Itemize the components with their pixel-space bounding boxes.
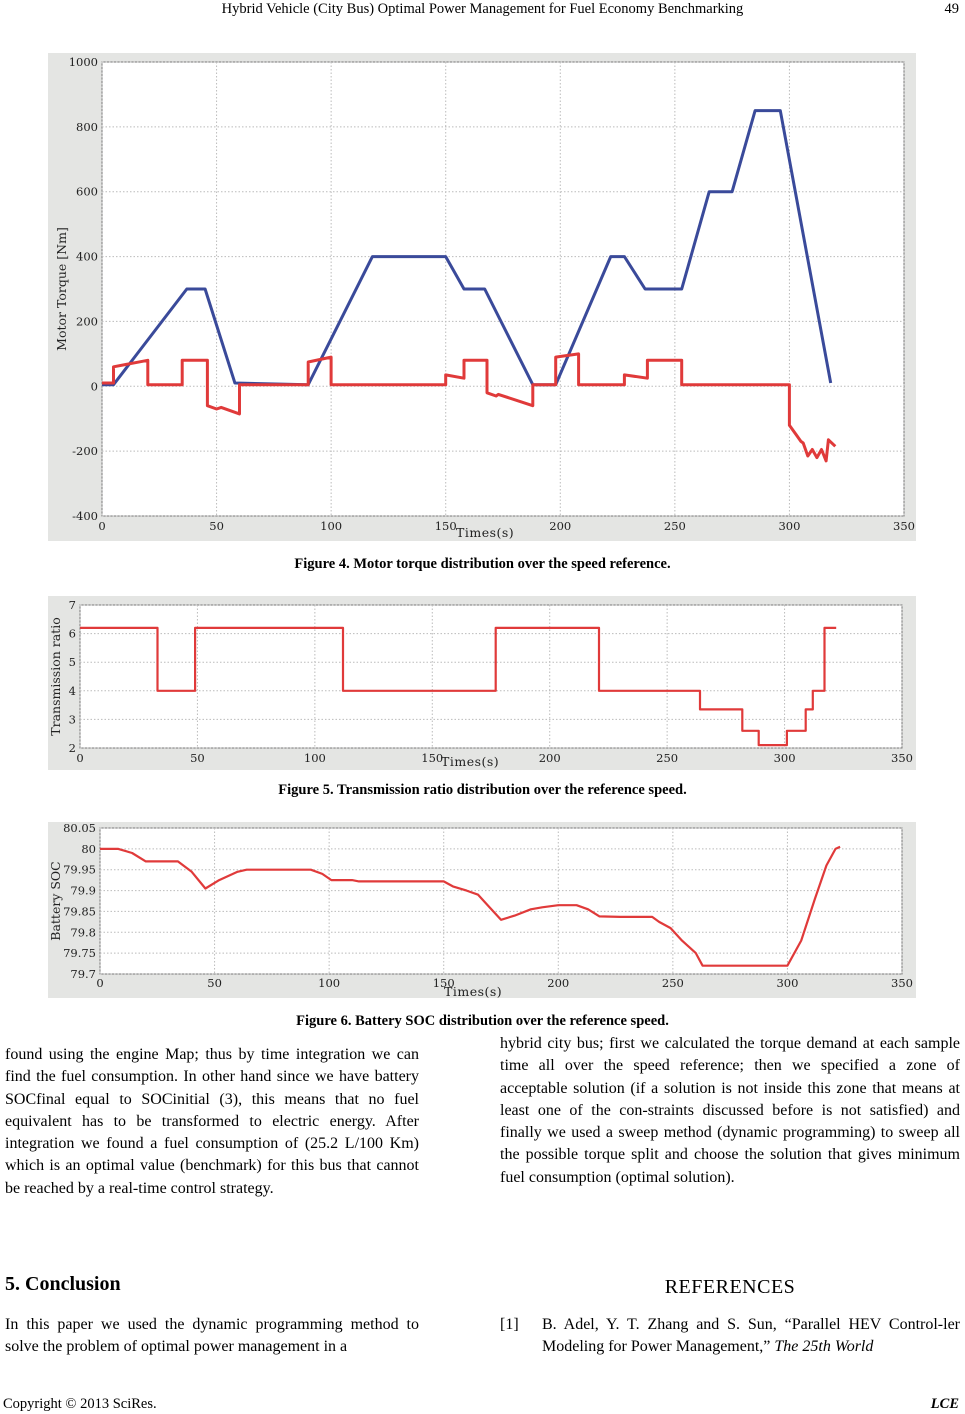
x-tick-label: 150 [432, 976, 455, 990]
reference-number: [1] [500, 1316, 519, 1333]
x-tick-label: 350 [893, 519, 915, 533]
figure-6 [48, 822, 916, 998]
x-tick-label: 250 [656, 751, 679, 765]
reference-item [500, 1314, 960, 1358]
x-tick-label: 200 [547, 976, 570, 990]
y-tick-label: 0 [90, 379, 98, 394]
x-tick-label: 100 [318, 976, 341, 990]
figure-6-caption: Figure 6. Battery SOC distribution over the reference speed. [296, 1013, 669, 1029]
x-axis-label: Times(s) [456, 525, 515, 540]
references-heading: REFERENCES [664, 1276, 796, 1298]
y-tick-label: -200 [72, 444, 98, 459]
y-tick-label: 5 [68, 655, 76, 670]
figure-4-caption: Figure 4. Motor torque distribution over the speed reference. [294, 556, 671, 572]
x-tick-label: 350 [891, 751, 913, 765]
reference-venue: The 25th World [774, 1338, 874, 1355]
x-axis-label: Times(s) [441, 754, 500, 769]
x-axis-label: Times(s) [444, 984, 503, 998]
x-tick-label: 50 [190, 751, 205, 765]
x-tick-label: 300 [773, 751, 796, 765]
x-tick-label: 300 [778, 519, 801, 533]
x-tick-label: 250 [661, 976, 684, 990]
y-axis-label: Battery SOC [48, 861, 63, 941]
x-tick-label: 0 [98, 519, 106, 533]
right-column-paragraph [500, 1033, 960, 1189]
x-tick-label: 50 [207, 976, 222, 990]
left-column-paragraph [5, 1044, 419, 1200]
y-tick-label: 79.8 [70, 925, 96, 940]
y-tick-label: 200 [76, 314, 98, 329]
motor-torque-chart [48, 53, 916, 541]
x-tick-label: 100 [303, 751, 326, 765]
y-tick-label: 79.9 [70, 883, 96, 898]
y-tick-label: 79.75 [63, 946, 96, 961]
y-axis-label: Motor Torque [Nm] [54, 227, 69, 351]
paragraph: In this paper we used the dynamic programming method to solve the problem of optimal power management in a [5, 1316, 419, 1356]
y-axis-label: Transmission ratio [48, 617, 63, 736]
section-heading: 5. Conclusion [5, 1273, 121, 1295]
y-tick-label: 2 [68, 741, 76, 755]
x-tick-label: 250 [663, 519, 686, 533]
paragraph: hybrid city bus; first we calculated the torque demand at each sample time all over the speed reference; then we specified a zone of acceptable solution (if a solution is not inside this zone that means at least one of the con-straints discussed before is not satisfied) and finally we used a sweep method (dynamic programming) to sweep all the possible torque split and choose the solution that gives minimum fuel consumption (optimal solution). [500, 1035, 960, 1186]
x-tick-label: 50 [209, 519, 224, 533]
x-tick-label: 100 [320, 519, 343, 533]
reference-body: B. Adel, Y. T. Zhang and S. Sun, “Parallel HEV Control-ler Modeling for Power Management,” [542, 1316, 960, 1355]
x-tick-label: 0 [76, 751, 84, 765]
journal-abbrev: LCE [930, 1396, 959, 1412]
y-tick-label: 80.05 [63, 822, 96, 835]
y-tick-label: 79.95 [63, 862, 96, 877]
running-title: Hybrid Vehicle (City Bus) Optimal Power Management for Fuel Economy Benchmarking [221, 1, 744, 17]
y-tick-label: 600 [76, 184, 98, 199]
transmission-ratio-chart [48, 596, 916, 770]
figure-5 [48, 596, 916, 770]
plot-area [80, 605, 902, 748]
page-header [0, 0, 965, 22]
battery-soc-chart [48, 822, 916, 998]
x-tick-label: 300 [776, 976, 799, 990]
y-tick-label: 80 [81, 841, 96, 856]
plot-area [100, 828, 902, 974]
x-tick-label: 150 [434, 519, 457, 533]
page-number: 49 [944, 1, 959, 17]
reference-text [542, 1314, 960, 1358]
figure-5-caption: Figure 5. Transmission ratio distribution over the reference speed. [278, 782, 687, 798]
x-tick-label: 200 [538, 751, 561, 765]
y-tick-label: 6 [68, 626, 76, 641]
y-tick-label: 800 [76, 119, 98, 134]
x-tick-label: 0 [96, 976, 104, 990]
y-tick-label: 3 [68, 712, 76, 727]
y-tick-label: 79.85 [63, 904, 96, 919]
x-tick-label: 350 [891, 976, 913, 990]
y-tick-label: 79.7 [70, 967, 96, 981]
left-column-paragraph-2 [5, 1314, 419, 1359]
y-tick-label: 4 [68, 683, 76, 698]
copyright: Copyright © 2013 SciRes. [3, 1396, 157, 1412]
y-tick-label: 400 [76, 249, 98, 264]
y-tick-label: 7 [68, 598, 76, 612]
y-tick-label: -400 [72, 509, 98, 523]
x-tick-label: 200 [549, 519, 572, 533]
y-tick-label: 1000 [68, 55, 98, 69]
x-tick-label: 150 [421, 751, 444, 765]
paragraph: found using the engine Map; thus by time integration we can find the fuel consumption. In other hand since we have battery SOCfinal equal to SOCinitial (3), this means that no fuel equivalent has to be transformed to electric energy. After integration we found a fuel consumption of (25.2 L/100 Km) which is an optimal value (benchmark) for this bus that cannot be reached by a real-time control strategy. [5, 1046, 419, 1197]
figure-4 [48, 53, 916, 541]
